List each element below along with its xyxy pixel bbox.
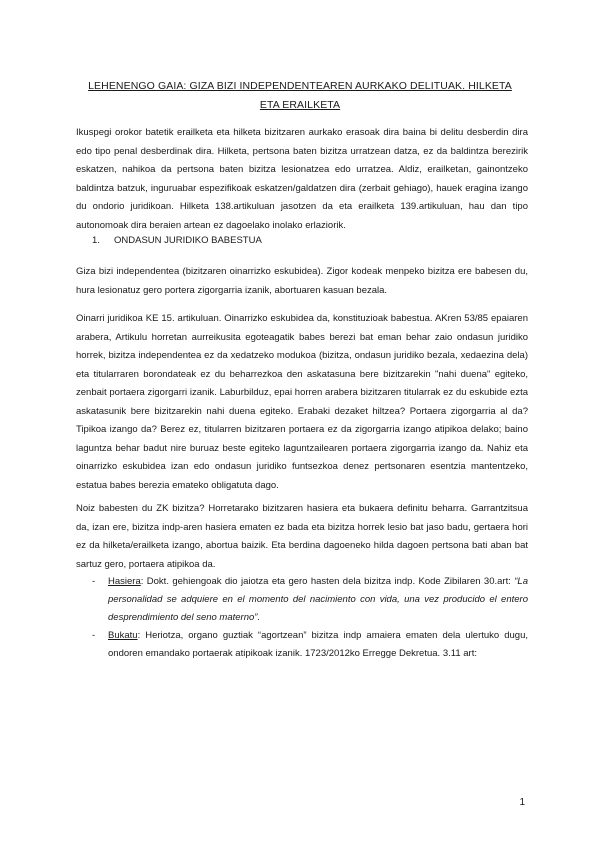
paragraph-bizi: Giza bizi independentea (bizitzaren oinarrizko eskubidea). Zigor kodeak menpeko bizitza ere babesen du, hura lesionatuz gero portera zigorgarria izanik, abortuaren kasuan bezala. xyxy=(76,266,528,296)
list-item-hasiera xyxy=(92,573,528,627)
title-line-1: LEHENENGO GAIA: GIZA BIZI INDEPENDENTEAREN AURKAKO DELITUAK. HILKETA xyxy=(88,80,512,92)
list-dash: - xyxy=(92,630,96,641)
list-term-bukatu: Bukatu xyxy=(108,630,138,641)
section-number: 1. xyxy=(92,235,100,246)
list-item-bukatu xyxy=(92,627,528,663)
title-line-2: ETA ERAILKETA xyxy=(259,99,341,111)
document-title xyxy=(70,77,530,115)
list-dash: - xyxy=(92,576,96,587)
section-heading xyxy=(92,234,262,248)
section-title: ONDASUN JURIDIKO BABESTUA xyxy=(114,235,262,246)
definition-list xyxy=(92,573,528,663)
paragraph-oinarri: Oinarri juridikoa KE 15. artikuluan. Oinarrizko eskubidea da, konstituzioak babestua. AKren 53/85 epaiaren arabera, Artikulu horretan aurreikusita egoteagatik babes berezi bat eman behar zaio ondasun juridiko horrek, bizitza independentea ez da xedatzeko modukoa (bizitza, ondasun juridiko bezala, xedaezina dela) eta titularraren borondateak ez du beharrezkoa den askatasuna bere bizitzarekin "nahi duena" egiteko, zenbait portaera zigorgarri izanik. Laburbilduz, epai horren arabera bizitzaren titularrak ez du eskubide ezta askatasunik bere bizitzarekin nahi duena egiteko. Erabaki dezaket hiltzea? Portaera zigorgarria al da? Tipikoa izango da? Berez ez, titularren bizitzaren portaera ez da zigorgarria izango atipikoa delako; baino laguntza behar badut nire buruaz beste egiteko laguntzailearen portaera zigorgarria izango da. Nahiz eta oinarrizko eskubidea izan edo ondasun juridiko funtsezkoa denez pertsonaren esentzia mantentzeko, estatua babes berezia emateko obligatuta dago. xyxy=(76,313,528,491)
list-text-bukatu: : Heriotza, organo guztiak “agortzean” bizitza indp amaiera ematen dela ulertuko dugu, ondoren emandako portaerak atipikoak izanik. 1723/2012ko Erregge Dekretua. 3.11 art: xyxy=(108,630,528,659)
list-term-hasiera: Hasiera xyxy=(108,576,141,587)
paragraph-noiz: Noiz babesten du ZK bizitza? Horretarako bizitzaren hasiera eta bukaera definitu beharra. Garrantzitsua da, izan ere, bizitza indp-aren hasiera ematen ez bada eta bizitza horrek lesio bat jaso badu, gertaera hori ez da hilketa/erailketa izango, abortua baizik. Eta berdina dagoeneko hilda dagoen pertsona bati aban bat sartuz gero, portaera atipikoa da. xyxy=(76,503,528,570)
intro-paragraph: Ikuspegi orokor batetik erailketa eta hilketa bizitzaren aurkako erasoak dira baina bi delitu desberdin dira edo tipo penal desberdinak dira. Hilketa, pertsona baten bizitza urratzean datza, ez da baldintza berezirik eskatzen, nahikoa da pertsona baten bizitza lesionatzea edo urratzea. Aldiz, erailketan, gainontzeko baldintza batzuk, inguruabar espezifikoak eskatzen/galdatzen dira (zerbait gehiago), hauek eragina izango du ondorio juridikoan. Hilketa 138.artikuluan jasotzen da eta erailketa 139.artikuluan, hau dan tipo autonomoak dira beraien artean ez dagoelako inolako erlaziorik. xyxy=(76,127,528,231)
list-text-hasiera: : Dokt. gehiengoak dio jaiotza eta gero hasten dela bizitza indp. Kode Zibilaren 30.art: xyxy=(140,576,515,587)
page-number: 1 xyxy=(519,797,525,808)
list-quote-hasiera: “La personalidad se adquiere en el momento del nacimiento con vida, una vez producido el entero desprendimiento del seno materno”. xyxy=(108,576,528,623)
